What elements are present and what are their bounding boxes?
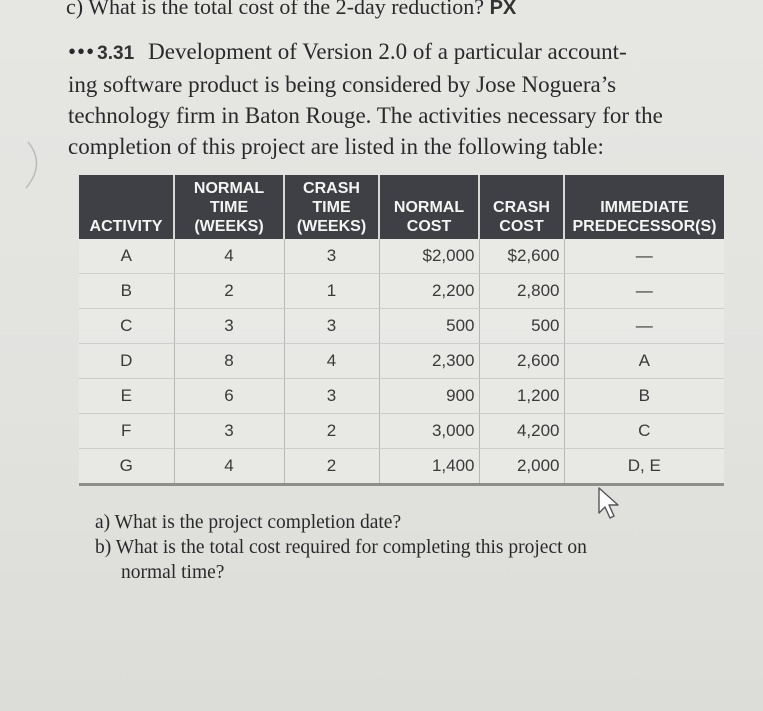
table-row: [79, 344, 724, 379]
cell-crash-cost: 500: [479, 309, 564, 344]
table-row: [79, 414, 724, 449]
header-crash-cost: CRASH COST: [479, 175, 564, 239]
previous-question: [66, 0, 516, 20]
cell-normal-time: 3: [174, 309, 284, 344]
cell-normal-cost: 3,000: [379, 414, 479, 449]
cell-crash-time: 2: [284, 449, 379, 485]
cell-activity: G: [79, 449, 174, 485]
cell-normal-time: 3: [174, 414, 284, 449]
cell-normal-cost: 900: [379, 379, 479, 414]
cell-crash-cost: 2,000: [479, 449, 564, 485]
cell-crash-time: 3: [284, 239, 379, 274]
cell-activity: C: [79, 309, 174, 344]
cell-predecessor: A: [564, 344, 724, 379]
problem-line-4: completion of this project are listed in the following table:: [68, 134, 604, 159]
cell-activity: A: [79, 239, 174, 274]
problem-line-1: ••• 3.31 Development of Version 2.0 of a particular account-: [68, 39, 627, 64]
cell-normal-cost: 1,400: [379, 449, 479, 485]
mouse-pointer-icon: [596, 486, 626, 522]
cell-predecessor: —: [564, 239, 724, 274]
difficulty-dots: •••: [68, 39, 96, 64]
cell-normal-time: 6: [174, 379, 284, 414]
header-activity: ACTIVITY: [79, 175, 174, 239]
cell-predecessor: —: [564, 309, 724, 344]
cell-normal-time: 2: [174, 274, 284, 309]
problem-statement: [68, 36, 733, 162]
header-normal-time: NORMAL TIME (WEEKS): [174, 175, 284, 239]
cell-predecessor: —: [564, 274, 724, 309]
cell-normal-time: 4: [174, 449, 284, 485]
cell-crash-cost: 4,200: [479, 414, 564, 449]
cell-normal-time: 8: [174, 344, 284, 379]
cell-predecessor: B: [564, 379, 724, 414]
cell-predecessor: C: [564, 414, 724, 449]
header-crash-time: CRASH TIME (WEEKS): [284, 175, 379, 239]
ppt-badge: PX: [489, 0, 517, 19]
cell-crash-time: 3: [284, 379, 379, 414]
cell-crash-time: 1: [284, 274, 379, 309]
cell-activity: F: [79, 414, 174, 449]
cell-crash-time: 4: [284, 344, 379, 379]
cell-normal-cost: $2,000: [379, 239, 479, 274]
question-b-line-2: normal time?: [121, 562, 225, 583]
problem-line-2: ing software product is being considered by Jose Noguera’s: [68, 72, 617, 97]
table-row: [79, 239, 724, 274]
cell-normal-time: 4: [174, 239, 284, 274]
margin-curve-icon: [20, 140, 50, 190]
header-predecessors: IMMEDIATE PREDECESSOR(S): [564, 175, 724, 239]
table-row: [79, 309, 724, 344]
previous-question-text: c) What is the total cost of the 2-day reduction?: [66, 0, 485, 19]
cell-normal-cost: 500: [379, 309, 479, 344]
problem-number: 3.31: [97, 43, 135, 64]
header-normal-cost: NORMAL COST: [379, 175, 479, 239]
cell-normal-cost: 2,300: [379, 344, 479, 379]
cell-crash-cost: 2,800: [479, 274, 564, 309]
cell-activity: D: [79, 344, 174, 379]
table-row: [79, 449, 724, 485]
cell-activity: E: [79, 379, 174, 414]
cell-crash-cost: 1,200: [479, 379, 564, 414]
table-row: [79, 379, 724, 414]
table-header-row: [79, 175, 724, 239]
questions: [95, 510, 735, 585]
cell-crash-cost: $2,600: [479, 239, 564, 274]
cell-normal-cost: 2,200: [379, 274, 479, 309]
cell-crash-time: 3: [284, 309, 379, 344]
cell-predecessor: D, E: [564, 449, 724, 485]
table-row: [79, 274, 724, 309]
cell-crash-time: 2: [284, 414, 379, 449]
question-b-line-1: b) What is the total cost required for completing this project on: [95, 537, 587, 558]
problem-line-3: technology firm in Baton Rouge. The activities necessary for the: [68, 103, 663, 128]
cell-crash-cost: 2,600: [479, 344, 564, 379]
cell-activity: B: [79, 274, 174, 309]
question-a: a) What is the project completion date?: [95, 512, 402, 533]
activity-table: [79, 175, 724, 486]
